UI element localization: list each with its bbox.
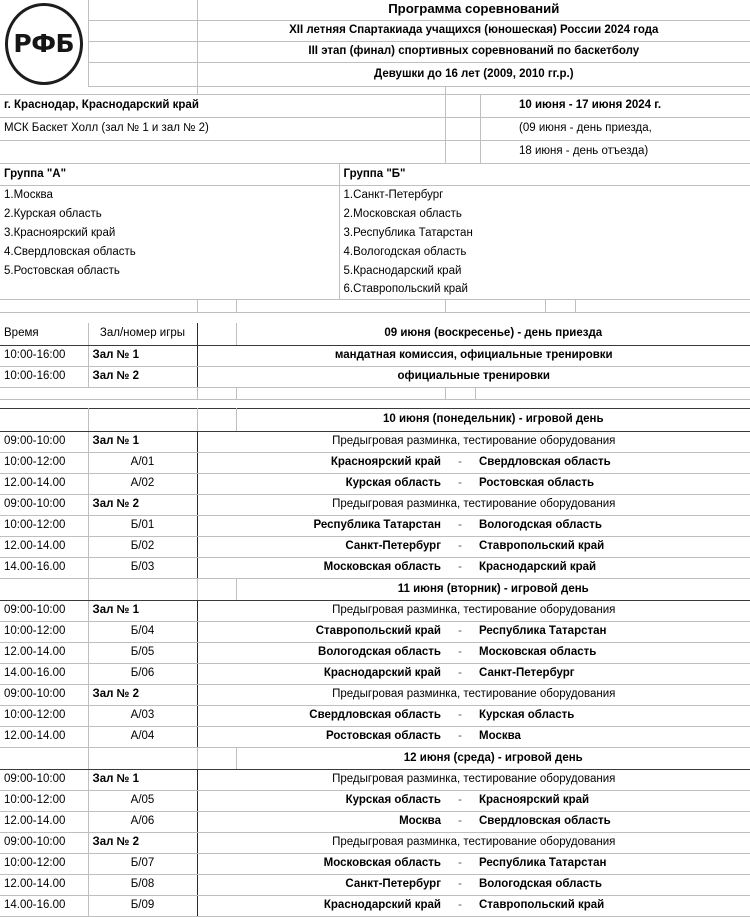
- schedule-row: [0, 811, 750, 832]
- row-time: 09:00-10:00: [0, 431, 88, 452]
- row-away-team: Ставропольский край: [475, 536, 750, 557]
- column-header-row: [0, 323, 750, 345]
- groups-section: [0, 164, 750, 301]
- day-header-row: [0, 408, 750, 431]
- row-hall: Зал № 2: [88, 366, 197, 387]
- row-away-team: Санкт-Петербург: [475, 663, 750, 684]
- row-time: 10:00-12:00: [0, 705, 88, 726]
- row-note: Предыгровая разминка, тестирование оборудования: [197, 832, 750, 853]
- row-time: 09:00-10:00: [0, 769, 88, 790]
- header-row-4: [0, 62, 750, 86]
- row-time: 09:00-10:00: [0, 832, 88, 853]
- schedule-row: [0, 515, 750, 536]
- program-title: Программа соревнований: [197, 0, 750, 20]
- group-row: [0, 243, 750, 262]
- row-hall: Зал № 1: [88, 345, 197, 366]
- row-away-team: Москва: [475, 726, 750, 747]
- schedule-row: [0, 705, 750, 726]
- row-time: 09:00-10:00: [0, 600, 88, 621]
- row-note: Предыгровая разминка, тестирование оборудования: [197, 431, 750, 452]
- row-game-number: А/03: [88, 705, 197, 726]
- day-separator: [0, 387, 750, 399]
- vs-dash: -: [445, 621, 475, 642]
- row-game-number: Б/08: [88, 874, 197, 895]
- schedule-row: [0, 726, 750, 747]
- vs-dash: -: [445, 473, 475, 494]
- event-title: XII летняя Спартакиада учащихся (юношеская) России 2024 года: [197, 20, 750, 41]
- vs-dash: -: [445, 536, 475, 557]
- group-row: [0, 224, 750, 243]
- venue-arena: МСК Баскет Холл (зал № 1 и зал № 2): [0, 117, 445, 140]
- vs-dash: -: [445, 452, 475, 473]
- venue-city: г. Краснодар, Краснодарский край: [0, 94, 445, 117]
- document-header: [0, 0, 750, 164]
- group-row: [0, 281, 750, 300]
- row-game-number: Б/09: [88, 895, 197, 916]
- row-hall: Зал № 1: [88, 600, 197, 621]
- schedule-row: [0, 790, 750, 811]
- row-game-number: А/01: [88, 452, 197, 473]
- row-home-team: Республика Татарстан: [236, 515, 445, 536]
- row-time: 12.00-14.00: [0, 811, 88, 832]
- row-game-number: А/05: [88, 790, 197, 811]
- row-home-team: Москва: [236, 811, 445, 832]
- row-time: 10:00-12:00: [0, 790, 88, 811]
- arrival-note: (09 июня - день приезда,: [515, 117, 750, 140]
- row-game-number: А/04: [88, 726, 197, 747]
- row-game-number: Б/06: [88, 663, 197, 684]
- day-title: 11 июня (вторник) - игровой день: [236, 578, 750, 600]
- schedule-row: [0, 345, 750, 366]
- row-time: 09:00-10:00: [0, 494, 88, 515]
- row-game-number: Б/04: [88, 621, 197, 642]
- row-time: 10:00-12:00: [0, 515, 88, 536]
- rfb-logo: [0, 0, 88, 86]
- row-time: 10:00-12:00: [0, 452, 88, 473]
- vs-dash: -: [445, 790, 475, 811]
- header-row-3: [0, 41, 750, 62]
- schedule-row: [0, 494, 750, 515]
- schedule-row: [0, 366, 750, 387]
- row-home-team: Санкт-Петербург: [236, 874, 445, 895]
- schedule-row: [0, 536, 750, 557]
- row-time: 10:00-12:00: [0, 621, 88, 642]
- group-a-title: Группа "А": [0, 164, 339, 186]
- row-home-team: Краснодарский край: [236, 895, 445, 916]
- row-home-team: Ставропольский край: [236, 621, 445, 642]
- row-away-team: Московская область: [475, 642, 750, 663]
- row-hall: Зал № 2: [88, 684, 197, 705]
- group-b-team: 3.Республика Татарстан: [343, 226, 473, 239]
- vs-dash: -: [445, 895, 475, 916]
- row-game-number: Б/02: [88, 536, 197, 557]
- venue-city-row: [0, 94, 750, 117]
- row-away-team: Ростовская область: [475, 473, 750, 494]
- row-time: 14.00-16.00: [0, 663, 88, 684]
- group-b-team: 4.Вологодская область: [343, 245, 467, 258]
- schedule-row: [0, 642, 750, 663]
- section-gap: [0, 300, 750, 323]
- row-time: 12.00-14.00: [0, 874, 88, 895]
- group-row: [0, 205, 750, 224]
- row-home-team: Московская область: [236, 853, 445, 874]
- row-away-team: Краснодарский край: [475, 557, 750, 578]
- schedule-row: [0, 832, 750, 853]
- row-time: 10:00-12:00: [0, 853, 88, 874]
- schedule-row: [0, 663, 750, 684]
- row-home-team: Красноярский край: [236, 452, 445, 473]
- group-a-team: 3.Красноярский край: [0, 224, 339, 243]
- header-gap: [0, 86, 750, 94]
- row-hall: Зал № 1: [88, 431, 197, 452]
- rfb-logo-text: РФБ: [13, 29, 75, 59]
- row-away-team: Вологодская область: [475, 874, 750, 895]
- groups-title-row: [0, 164, 750, 186]
- departure-row: [0, 140, 750, 163]
- row-home-team: Свердловская область: [236, 705, 445, 726]
- schedule-row: [0, 853, 750, 874]
- departure-note: 18 июня - день отъезда): [515, 140, 750, 163]
- row-home-team: Курская область: [236, 473, 445, 494]
- schedule-row: [0, 874, 750, 895]
- row-home-team: Санкт-Петербург: [236, 536, 445, 557]
- header-row-1: [0, 0, 750, 20]
- row-time: 12.00-14.00: [0, 642, 88, 663]
- schedule-row: [0, 557, 750, 578]
- vs-dash: -: [445, 811, 475, 832]
- row-game-number: Б/01: [88, 515, 197, 536]
- date-range: 10 июня - 17 июня 2024 г.: [515, 94, 750, 117]
- row-away-team: Курская область: [475, 705, 750, 726]
- row-home-team: Краснодарский край: [236, 663, 445, 684]
- category-title: Девушки до 16 лет (2009, 2010 гг.р.): [197, 62, 750, 86]
- row-home-team: Ростовская область: [236, 726, 445, 747]
- day-header-row: [0, 578, 750, 600]
- schedule-row: [0, 895, 750, 916]
- row-hall: Зал № 1: [88, 769, 197, 790]
- schedule-row: [0, 769, 750, 790]
- schedule-row: [0, 473, 750, 494]
- row-time: 09:00-10:00: [0, 684, 88, 705]
- row-away-team: Республика Татарстан: [475, 853, 750, 874]
- schedule-row: [0, 684, 750, 705]
- row-time: 10:00-16:00: [0, 345, 88, 366]
- vs-dash: -: [445, 515, 475, 536]
- row-game-number: Б/03: [88, 557, 197, 578]
- row-game-number: А/06: [88, 811, 197, 832]
- row-note: Предыгровая разминка, тестирование оборудования: [197, 494, 750, 515]
- row-home-team: Московская область: [236, 557, 445, 578]
- schedule-row: [0, 452, 750, 473]
- vs-dash: -: [445, 642, 475, 663]
- row-time: 10:00-16:00: [0, 366, 88, 387]
- group-a-team: 2.Курская область: [0, 205, 339, 224]
- row-away-team: Свердловская область: [475, 811, 750, 832]
- row-game-number: А/02: [88, 473, 197, 494]
- schedule-row: [0, 621, 750, 642]
- group-b-team: 1.Санкт-Петербург: [343, 188, 444, 201]
- row-away-team: Свердловская область: [475, 452, 750, 473]
- header-row-2: [0, 20, 750, 41]
- schedule-row: [0, 431, 750, 452]
- group-a-team: 5.Ростовская область: [0, 262, 339, 281]
- row-time: 12.00-14.00: [0, 726, 88, 747]
- row-home-team: Курская область: [236, 790, 445, 811]
- col-time: Время: [0, 323, 88, 345]
- row-game-number: Б/07: [88, 853, 197, 874]
- row-game-number: Б/05: [88, 642, 197, 663]
- row-time: 14.00-16.00: [0, 557, 88, 578]
- day-header-row: [0, 747, 750, 769]
- vs-dash: -: [445, 663, 475, 684]
- row-time: 14.00-16.00: [0, 895, 88, 916]
- day-title: 09 июня (воскресенье) - день приезда: [236, 323, 750, 345]
- schedule-row: [0, 600, 750, 621]
- group-b-team: 5.Краснодарский край: [343, 264, 462, 277]
- row-time: 12.00-14.00: [0, 473, 88, 494]
- schedule-table: [0, 323, 750, 917]
- row-hall: Зал № 2: [88, 494, 197, 515]
- group-a-team: 1.Москва: [0, 186, 339, 205]
- group-b-team: 6.Ставропольский край: [339, 281, 750, 300]
- vs-dash: -: [445, 874, 475, 895]
- vs-dash: -: [445, 853, 475, 874]
- row-note: официальные тренировки: [197, 366, 750, 387]
- day-title: 10 июня (понедельник) - игровой день: [236, 408, 750, 431]
- row-away-team: Красноярский край: [475, 790, 750, 811]
- row-away-team: Ставропольский край: [475, 895, 750, 916]
- group-row: [0, 186, 750, 205]
- row-time: 12.00-14.00: [0, 536, 88, 557]
- stage-title: III этап (финал) спортивных соревнований по баскетболу: [197, 41, 750, 62]
- row-note: Предыгровая разминка, тестирование оборудования: [197, 684, 750, 705]
- row-hall: Зал № 2: [88, 832, 197, 853]
- row-note: Предыгровая разминка, тестирование оборудования: [197, 600, 750, 621]
- group-b-title: Группа "Б": [339, 164, 750, 186]
- group-a-team: 4.Свердловская область: [0, 243, 339, 262]
- vs-dash: -: [445, 557, 475, 578]
- row-away-team: Республика Татарстан: [475, 621, 750, 642]
- day-title: 12 июня (среда) - игровой день: [236, 747, 750, 769]
- row-home-team: Вологодская область: [236, 642, 445, 663]
- row-away-team: Вологодская область: [475, 515, 750, 536]
- venue-arena-row: [0, 117, 750, 140]
- col-hall-game: Зал/номер игры: [88, 323, 197, 345]
- row-note: мандатная комиссия, официальные тренировки: [197, 345, 750, 366]
- vs-dash: -: [445, 705, 475, 726]
- group-row: [0, 262, 750, 281]
- group-b-team: 2.Московская область: [343, 207, 462, 220]
- vs-dash: -: [445, 726, 475, 747]
- row-note: Предыгровая разминка, тестирование оборудования: [197, 769, 750, 790]
